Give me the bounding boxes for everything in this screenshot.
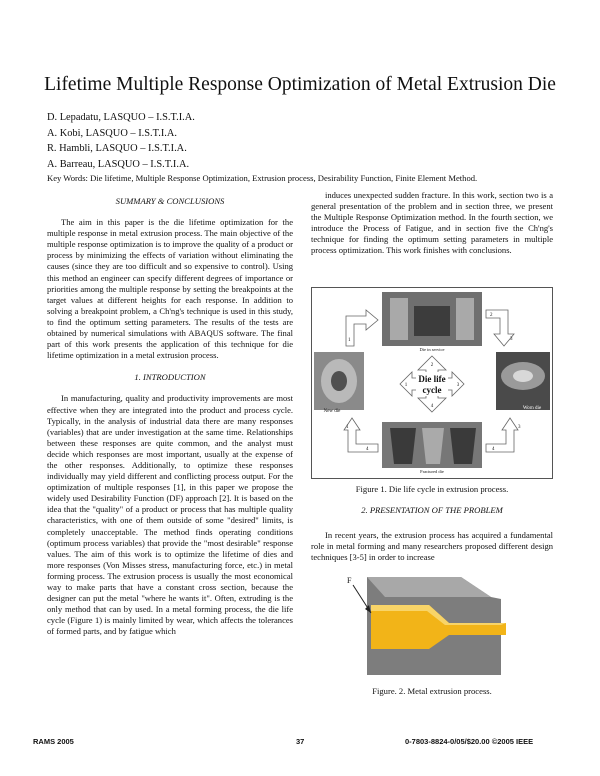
- section-heading-problem: 2. PRESENTATION OF THE PROBLEM: [361, 505, 503, 515]
- footer-copyright: 0-7803-8824-0/05/$20.00 ©2005 IEEE: [405, 737, 534, 746]
- problem-paragraph-container: [311, 530, 553, 563]
- new-die-image-detail: [331, 371, 347, 391]
- diamond-number-left: 1: [404, 383, 408, 388]
- author: D. Lepadatu, LASQUO – I.S.T.I.A.: [47, 112, 195, 123]
- continued-paragraph: induces unexpected sudden fracture. In this work, section two is a general presentation of the problem and in section three, we present the Multiple Response Optimization method. In the fourth section, we introduce the Process of Fatigue, and in section five the Ch'ng's technique for finding the optimum setting parameters in multiple process optimization. This work finishes with conclusions.: [311, 190, 553, 256]
- diamond-number-bottom: 4: [430, 404, 434, 409]
- die-in-service-image-detail: [390, 298, 408, 340]
- arrow-right-icon: [446, 372, 464, 396]
- keywords: Key Words: Die lifetime, Multiple Response Optimization, Extrusion process, Desirability Function, Finite Element Method.: [47, 173, 478, 183]
- die-in-service-image-detail: [456, 298, 474, 340]
- author: A. Barreau, LASQUO – I.S.T.I.A.: [47, 158, 190, 170]
- footer-page-number: 37: [296, 737, 305, 746]
- fractured-die-image-detail: [450, 428, 476, 464]
- figure-2-caption: Figure. 2. Metal extrusion process.: [372, 686, 492, 696]
- introduction-paragraph: In manufacturing, quality and productivity improvements are most effective when they are integrated into the product and process cycle. Typically, in the analysis of industrial data there are many responses (variables) that are under investigation at the same time. Relationships between these responses are quite common, and the analyst must decide which responses are most important, usually at the expense of the other responses. Additionally, to optimize these responses individually may yield different and conflicting process output. For the optimization of multiple responses [1], in this paper we propose the widely used Desirability Function (DF) approach [2]. It is based on the idea that the "quality" of a product or process that has multiple quality characteristics, with one of them outside of some "desired" limits, is completely unacceptable. The method finds operating conditions (optimum process variables) that provide the "most desirable" response values. The aim of this work is to optimize the lifetime of dies and more responses (Von Misses stress, manufacturing force, etc.) in metal forming process. The extrusion process is usually the most economical way to make parts that have a constant cross section, because the designer can put the metal "where he wants it". Often, extruding is the only method that can by used. In a metal forming process, the die life cycle (Figure 1) is mainly limited by wear, which affects the tolerances of formed parts, and by fatigue which: [47, 393, 293, 637]
- paper-title: Lifetime Multiple Response Optimization of Metal Extrusion Die: [44, 74, 556, 95]
- corner-number: 4: [492, 447, 495, 452]
- force-label: F: [347, 576, 352, 585]
- diamond-number-right: 3: [456, 383, 460, 388]
- label-worn-die: Worn die: [522, 406, 542, 411]
- section-heading-introduction: 1. INTRODUCTION: [134, 372, 206, 383]
- figure-die-life-cycle: [311, 287, 553, 479]
- center-label-line2: cycle: [422, 385, 442, 395]
- left-column: [47, 196, 293, 637]
- right-column-top: [311, 190, 553, 257]
- label-die-in-service: Die in service: [419, 347, 445, 352]
- center-label-line1: Die life: [418, 374, 446, 384]
- author: R. Hambli, LASQUO – I.S.T.I.A.: [47, 143, 187, 154]
- diamond-number-top: 2: [430, 363, 434, 368]
- arrow-down-icon: [418, 394, 446, 412]
- arrow-left-icon: [400, 372, 418, 396]
- problem-paragraph: In recent years, the extrusion process has acquired a fundamental role in metal forming and many researchers proposed different design techniques [3-5] in order to increase: [311, 530, 553, 563]
- label-new-die: New die: [323, 409, 341, 414]
- figure-metal-extrusion: [341, 565, 521, 680]
- corner-number: 2: [490, 313, 493, 318]
- worn-die-image-detail: [513, 370, 533, 382]
- footer-conference: RAMS 2005: [33, 737, 74, 746]
- author: A. Kobi, LASQUO – I.S.T.I.A.: [47, 127, 177, 139]
- corner-number: 1: [346, 425, 349, 430]
- fractured-die-image-detail: [390, 428, 416, 464]
- corner-number: 1: [348, 338, 351, 343]
- corner-arrow-top-left-icon: [346, 310, 378, 346]
- summary-paragraph: The aim in this paper is the die lifetime optimization for the multiple response in metal extrusion process. The main objective of the multiple response optimization is to improve the quality of a product or process by minimizing the effects of variation without eliminating the causes (since they are too difficult and so expensive to control). Using this method an engineer can specify different degrees of importance or priorities among the multiple response by setting the breakpoints at the target values at different heights for each response. In addition to solving a breakpoint problem, a Ch'ng's technique is used in this study, to find the optimum setting parameters. The results of the tests are obtained by numerical simulations with ABAQUS software. The final part of this work presents the application of this technique for die lifetime optimization in a metal extrusion process.: [47, 217, 293, 361]
- extrusion-die-top-face: [367, 577, 491, 597]
- corner-arrow-bottom-right-icon: [486, 418, 518, 452]
- corner-number: 4: [366, 447, 369, 452]
- metal-extrusion-diagram: [341, 565, 521, 680]
- figure-1-caption: Figure 1. Die life cycle in extrusion process.: [355, 484, 509, 494]
- corner-number: 3: [518, 425, 521, 430]
- section-heading-summary: SUMMARY & CONCLUSIONS: [115, 196, 225, 206]
- corner-arrow-bottom-left-icon: [344, 418, 378, 452]
- label-fractured-die: Fractured die: [420, 469, 444, 474]
- corner-number: 3: [510, 337, 513, 342]
- author-list: [47, 110, 195, 172]
- die-life-cycle-diagram: [312, 288, 552, 478]
- die-in-service-image-detail: [414, 306, 450, 336]
